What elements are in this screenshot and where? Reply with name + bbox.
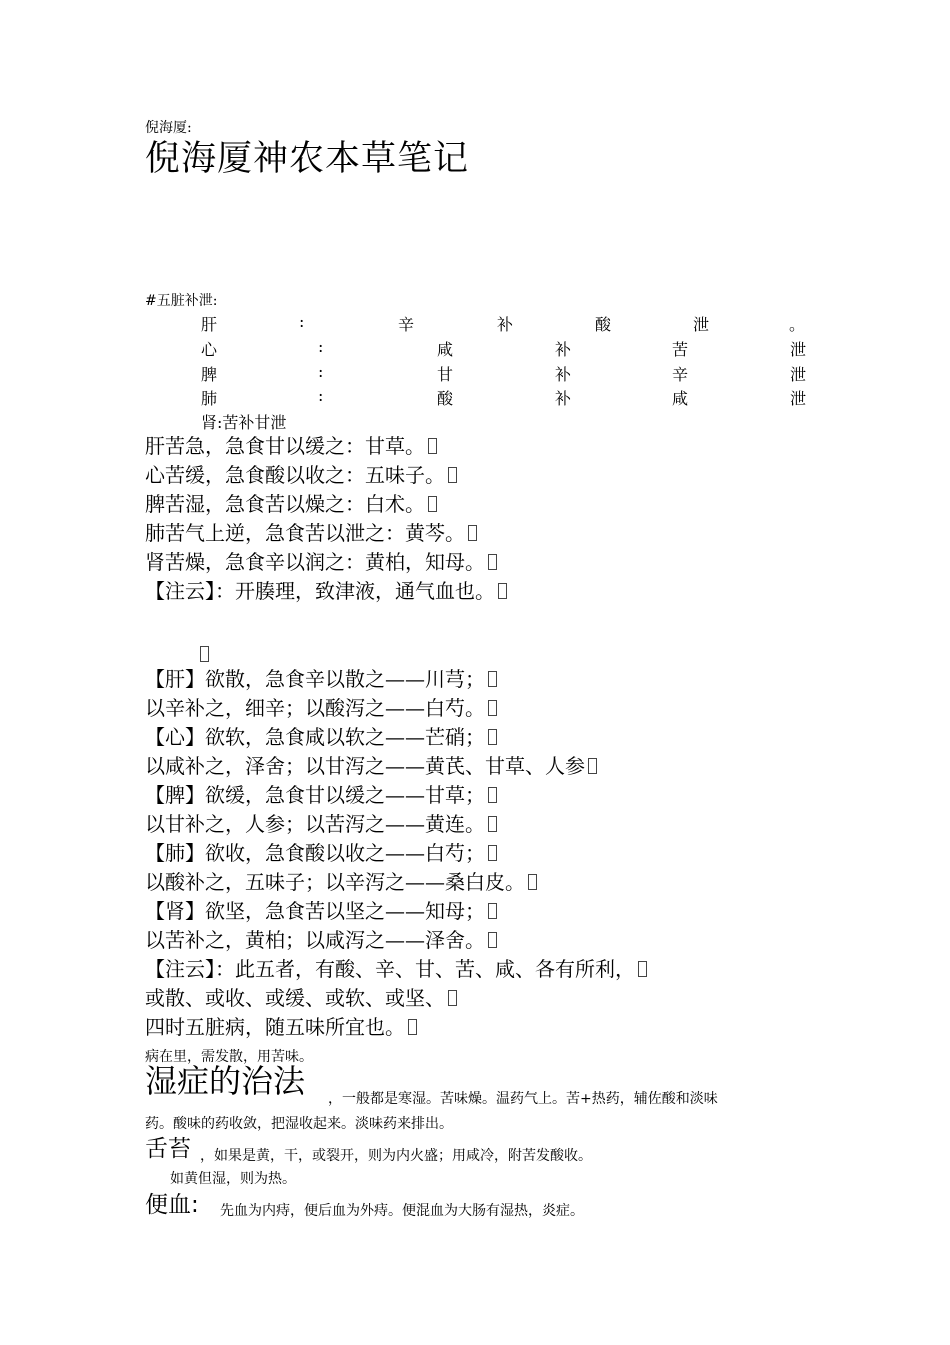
- placeholder-glyph-icon: [488, 554, 497, 570]
- yu-line: 或散、或收、或缓、或软、或坚、: [145, 984, 647, 1013]
- wuzang-row-liver: [201, 312, 807, 334]
- placeholder-glyph-icon: [638, 961, 647, 977]
- organ-label: 肝: [201, 315, 218, 334]
- taste-a: 咸: [437, 340, 454, 359]
- placeholder-glyph-icon: [488, 729, 497, 745]
- taste-a: 辛: [398, 315, 415, 334]
- placeholder-glyph-icon: [428, 496, 437, 512]
- page-title: 倪海厦神农本草笔记: [145, 139, 470, 179]
- ku-line: 肝苦急，急食甘以缓之：甘草。: [145, 432, 507, 461]
- taste-a: 酸: [437, 389, 454, 408]
- taste-d: 泄: [790, 389, 807, 408]
- taste-c: 咸: [672, 389, 689, 408]
- taste-b: 补: [497, 315, 514, 334]
- yu-line: 以苦补之，黄柏；以咸泻之——泽舍。: [145, 926, 647, 955]
- colon: :: [299, 312, 305, 331]
- yu-line: 【肝】欲散，急食辛以散之——川芎；: [145, 665, 647, 694]
- yu-line: 【注云】：此五者，有酸、辛、甘、苦、咸、各有所利，: [145, 955, 647, 984]
- ku-section: [145, 432, 507, 606]
- taste-d: 泄: [790, 365, 807, 384]
- wuzang-heading: #五脏补泄:: [145, 293, 218, 309]
- organ-label: 心: [201, 340, 218, 359]
- ku-line: 肺苦气上逆，急食苦以泄之：黄芩。: [145, 519, 507, 548]
- author-label: 倪海厦:: [145, 120, 192, 136]
- yu-line: 以酸补之，五味子；以辛泻之——桑白皮。: [145, 868, 647, 897]
- placeholder-glyph-icon: [588, 758, 597, 774]
- taste-d: 泄: [790, 340, 807, 359]
- placeholder-glyph-icon: [488, 932, 497, 948]
- taste-b: 补: [555, 365, 572, 384]
- ku-line: 心苦缓，急食酸以收之：五味子。: [145, 461, 507, 490]
- wuzang-row-heart: [201, 337, 807, 359]
- shizheng-text-2: 药。酸味的药收敛，把湿收起来。淡味药来排出。: [145, 1116, 453, 1132]
- placeholder-glyph-icon: [408, 1019, 417, 1035]
- placeholder-glyph-icon: [488, 787, 497, 803]
- ku-line: 【注云】：开腠理，致津液，通气血也。: [145, 577, 507, 606]
- placeholder-glyph-icon: [488, 816, 497, 832]
- placeholder-glyph-icon: [448, 467, 457, 483]
- taste-c: 辛: [672, 365, 689, 384]
- taste-c: 酸: [595, 315, 612, 334]
- shizheng-heading: 湿症的治法: [145, 1062, 306, 1100]
- ku-line: 脾苦湿，急食苦以燥之：白术。: [145, 490, 507, 519]
- yu-line: 以辛补之，细辛；以酸泻之——白芍。: [145, 694, 647, 723]
- taste-b: 补: [555, 389, 572, 408]
- yu-line: 【脾】欲缓，急食甘以缓之——甘草；: [145, 781, 647, 810]
- yu-line: 四时五脏病，随五味所宜也。: [145, 1013, 647, 1042]
- bianxue-heading: 便血:: [145, 1192, 199, 1218]
- placeholder-glyph-icon: [498, 583, 507, 599]
- taste-b: 补: [555, 340, 572, 359]
- row-end: 。: [789, 315, 806, 334]
- placeholder-glyph-icon: [488, 903, 497, 919]
- bianxue-text: 先血为内痔，便后血为外痔。便混血为大肠有湿热，炎症。: [220, 1203, 584, 1219]
- colon: :: [318, 386, 324, 405]
- shizheng-text-1: ，一般都是寒湿。苦味燥。温药气上。苦+热药，辅佐酸和淡味: [328, 1091, 718, 1107]
- wuzang-row-spleen: [201, 362, 807, 384]
- wuzang-kidney: 肾:苦补甘泄: [201, 413, 287, 432]
- placeholder-glyph-icon: [488, 845, 497, 861]
- placeholder-glyph-icon: [448, 990, 457, 1006]
- placeholder-glyph-icon: [468, 525, 477, 541]
- yu-line: 【肺】欲收，急食酸以收之——白芍；: [145, 839, 647, 868]
- taste-d: 泄: [693, 315, 710, 334]
- yu-line: 以咸补之，泽舍；以甘泻之——黄芪、甘草、人参: [145, 752, 647, 781]
- colon: :: [318, 337, 324, 356]
- taste-c: 苦: [672, 340, 689, 359]
- placeholder-glyph-icon: [528, 874, 537, 890]
- placeholder-glyph-icon: [488, 671, 497, 687]
- organ-label: 肺: [201, 389, 218, 408]
- organ-label: 脾: [201, 365, 218, 384]
- colon: :: [318, 362, 324, 381]
- yu-line: 【心】欲软，急食咸以软之——芒硝；: [145, 723, 647, 752]
- shetai-text-1: ，如果是黄，干，或裂开，则为内火盛；用咸冷，附苦发酸收。: [200, 1148, 592, 1164]
- shetai-heading: 舌苔: [145, 1136, 191, 1162]
- placeholder-glyph-icon: [488, 700, 497, 716]
- ku-line: 肾苦燥，急食辛以润之：黄柏，知母。: [145, 548, 507, 577]
- shetai-text-2: 如黄但湿，则为热。: [170, 1171, 296, 1187]
- bingzaili-note: 病在里，需发散，用苦味。: [145, 1049, 313, 1065]
- taste-a: 甘: [437, 365, 454, 384]
- yu-section: [145, 665, 647, 1042]
- wuzang-row-lung: [201, 386, 807, 408]
- placeholder-glyph-icon: [428, 438, 437, 454]
- yu-line: 以甘补之，人参；以苦泻之——黄连。: [145, 810, 647, 839]
- yu-line: 【肾】欲坚，急食苦以坚之——知母；: [145, 897, 647, 926]
- placeholder-glyph-icon: [200, 646, 209, 665]
